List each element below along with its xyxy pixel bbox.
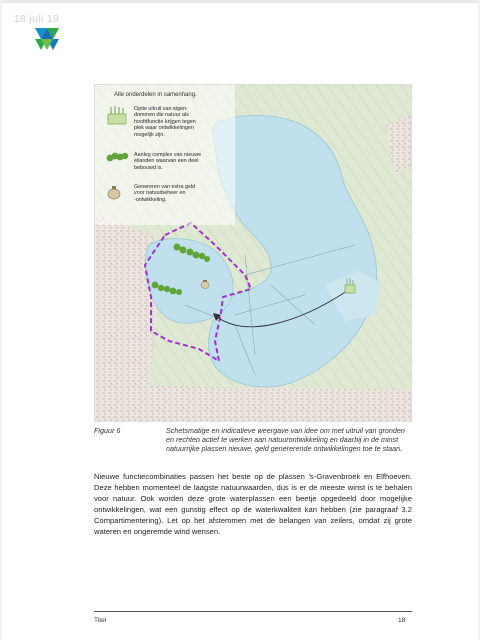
legend-item-new-islands: Aanleg complex van nieuwe eilanden waarvan een deel bebouwd is.	[134, 152, 202, 171]
figure-caption: Schetsmatige en indicatieve weergave van idee om met uitruil van gronden en rechten actief te werken aan natuurontwikkeling en daarbij in de minst natuurrijke plassen nieuwe, geld genererende ontwikkelingen toe te staan.	[166, 426, 405, 453]
page-number: 18	[398, 617, 406, 624]
figure-label: Figuur 6	[94, 426, 121, 435]
footer-title: Titel	[94, 617, 107, 624]
page-edge-left	[0, 0, 2, 640]
legend-item-land-exchange: Optie uitruil van eigen- dommen die natuur als hoofdfunctie krijgen tegen plek waar ontwikkelingen mogelijk zijn.	[134, 106, 196, 138]
footer-divider	[94, 611, 412, 612]
legend-item-extra-funding: Genereren van extra geld voor natuurbeheer en -ontwikkeling.	[134, 184, 196, 203]
date-stamp: 18 juli 19	[14, 14, 60, 25]
legend-title: Alle onderdelen in samenhang.	[114, 92, 197, 98]
map-legend	[98, 90, 222, 214]
money-bag-icon	[106, 184, 122, 200]
map-urban-area-south	[95, 385, 411, 421]
island-complex-icon	[106, 150, 130, 164]
organization-logo-icon	[34, 26, 60, 52]
body-paragraph: Nieuwe functiecombinaties passen het beste op de plassen 's-Gravenbroek en Elfhoeven. Deze hebben momenteel de laagste natuurwaarden, dus is er de meeste winst is te behalen voor natuur. Ook worden deze grote waterplassen een beetje opgedeeld door mogelijke ontwikkelingen, wat een gunstig effect op de waterkwaliteit kan hebben (zie paragraaf 3.2 Compartimentering). Let op het afstemmen met de belangen van zeilers, omdat zij grote wateren en ongeremde wind wensen.	[94, 472, 412, 536]
reed-field-icon	[106, 104, 128, 126]
page-edge-top	[0, 0, 480, 3]
